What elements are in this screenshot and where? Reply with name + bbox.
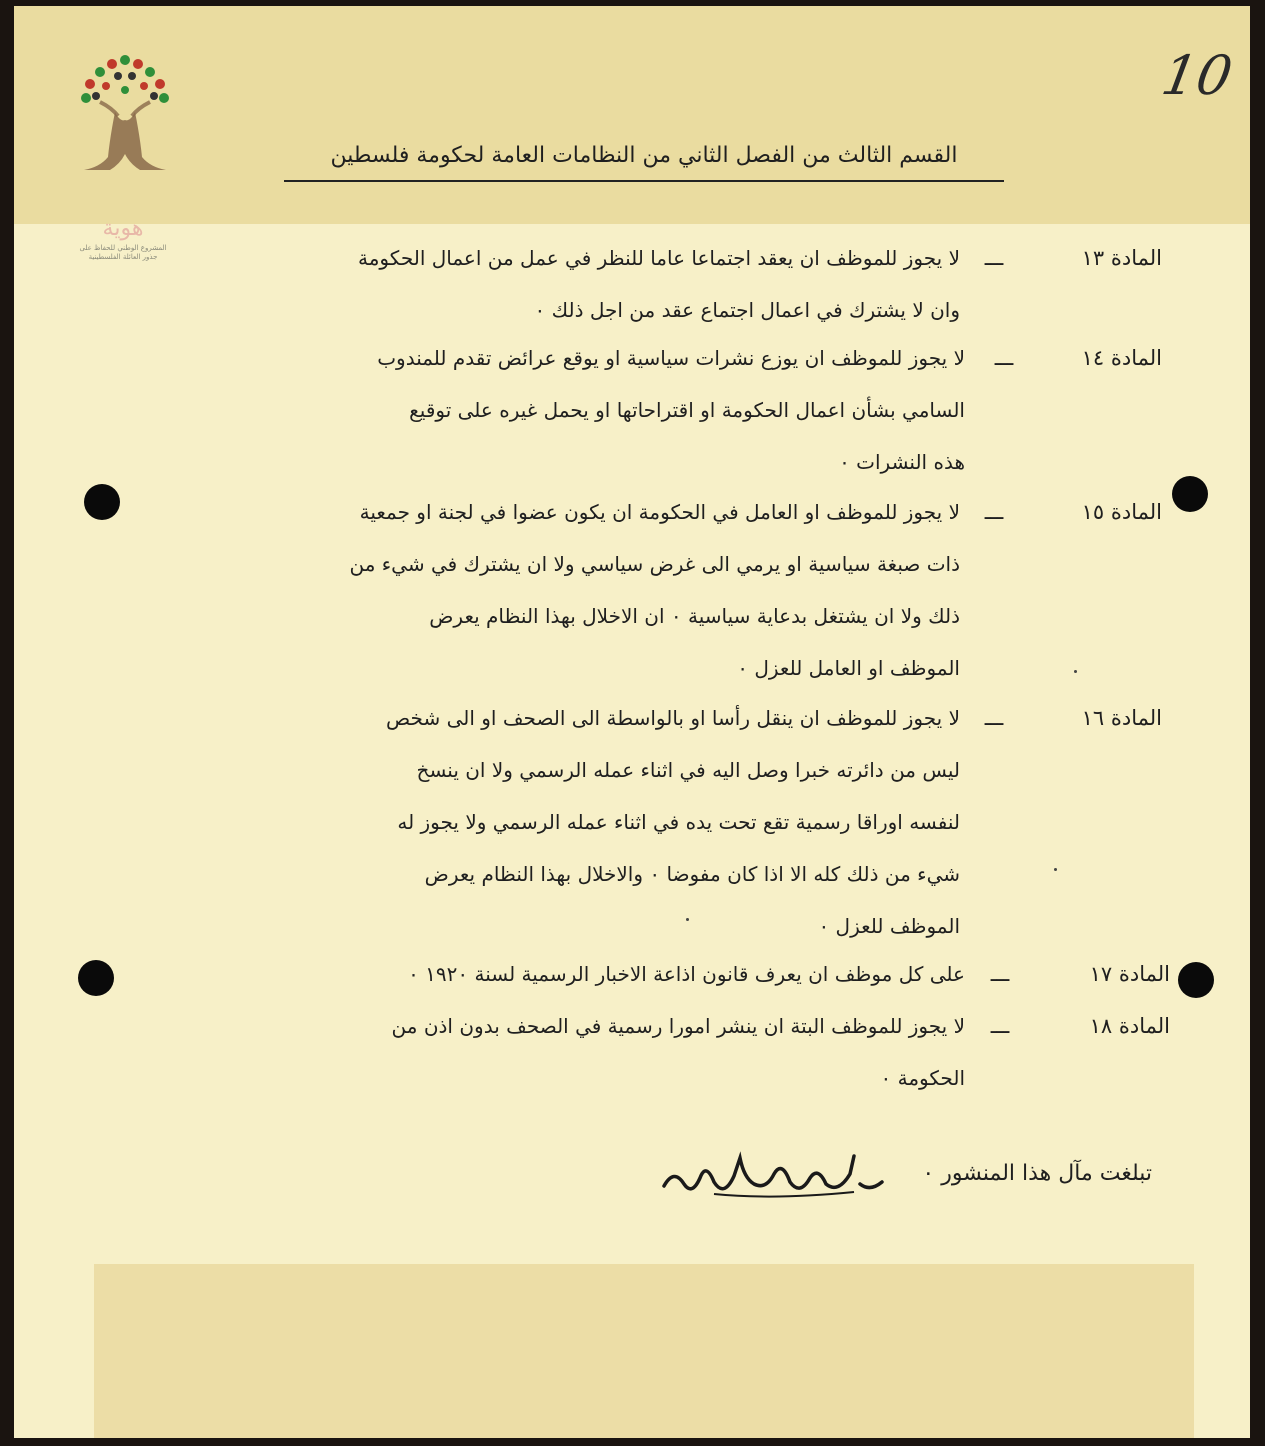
article-dash: ـــ — [984, 500, 1004, 524]
article-line: ذلك ولا ان يشتغل بدعاية سياسية ٠ ان الاخلال بهذا النظام يعرض — [429, 604, 960, 628]
article-dash: ـــ — [994, 346, 1014, 370]
article-dash: ـــ — [990, 1014, 1010, 1038]
article-label: المادة ١٤ — [1081, 346, 1162, 370]
article-label: المادة ١٦ — [1081, 706, 1162, 730]
article-line: لا يجوز للموظف ان يوزع نشرات سياسية او يوقع عرائض تقدم للمندوب — [377, 346, 965, 370]
header-band — [14, 6, 1250, 224]
article-line: الحكومة ٠ — [880, 1066, 965, 1090]
logo-caption-line-2: جذور العائلة الفلسطينية — [88, 253, 158, 261]
footer-band — [94, 1264, 1194, 1438]
article-14 — [14, 332, 1250, 488]
page-number: 10 — [1157, 44, 1237, 107]
paper-speck — [1074, 670, 1077, 673]
article-dash: ـــ — [990, 962, 1010, 986]
article-line: الموظف للعزل ٠ — [818, 914, 960, 938]
article-label: المادة ١٣ — [1081, 246, 1162, 270]
article-15 — [14, 486, 1250, 694]
article-line: ذات صبغة سياسية او يرمي الى غرض سياسي ولا ان يشترك في شيء من — [349, 552, 960, 576]
article-dash: ـــ — [984, 706, 1004, 730]
article-line: لا يجوز للموظف ان ينقل رأسا او بالواسطة الى الصحف او الى شخص — [386, 706, 960, 730]
article-16 — [14, 692, 1250, 952]
article-label: المادة ١٧ — [1089, 962, 1170, 986]
acknowledgement-line: تبلغت مآل هذا المنشور ٠ — [922, 1161, 1152, 1186]
article-line: الموظف او العامل للعزل ٠ — [737, 656, 960, 680]
punch-hole — [1178, 962, 1214, 998]
article-line: لا يجوز للموظف او العامل في الحكومة ان يكون عضوا في لجنة او جمعية — [359, 500, 960, 524]
article-18 — [14, 1000, 1250, 1104]
punch-hole — [1172, 476, 1208, 512]
article-line: وان لا يشترك في اعمال اجتماع عقد من اجل ذلك ٠ — [534, 298, 960, 322]
handwritten-signature — [654, 1138, 894, 1208]
logo-caption-line-1: المشروع الوطني للحفاظ على — [79, 244, 167, 252]
article-line: على كل موظف ان يعرف قانون اذاعة الاخبار الرسمية لسنة ١٩٢٠ ٠ — [408, 962, 965, 986]
article-line: لا يجوز للموظف ان يعقد اجتماعا عاما للنظر في عمل من اعمال الحكومة — [358, 246, 960, 270]
article-label: المادة ١٨ — [1089, 1014, 1170, 1038]
paper-speck — [686, 918, 689, 921]
article-line: شيء من ذلك كله الا اذا كان مفوضا ٠ والاخلال بهذا النظام يعرض — [424, 862, 960, 886]
punch-hole — [84, 484, 120, 520]
article-line: السامي بشأن اعمال الحكومة او اقتراحاتها او يحمل غيره على توقيع — [409, 398, 965, 422]
page-title: القسم الثالث من الفصل الثاني من النظامات العامة لحكومة فلسطين — [284, 136, 1004, 182]
paper-speck — [1054, 868, 1057, 871]
article-line: لا يجوز للموظف البتة ان ينشر امورا رسمية في الصحف بدون اذن من — [391, 1014, 965, 1038]
article-13 — [14, 232, 1250, 336]
article-line: لنفسه اوراقا رسمية تقع تحت يده في اثناء عمله الرسمي ولا يجوز له — [397, 810, 960, 834]
article-line: ليس من دائرته خبرا وصل اليه في اثناء عمله الرسمي ولا ان ينسخ — [416, 758, 960, 782]
logo-name: هوية — [102, 216, 144, 241]
article-dash: ـــ — [984, 246, 1004, 270]
article-label: المادة ١٥ — [1081, 500, 1162, 524]
punch-hole — [78, 960, 114, 996]
article-line: هذه النشرات ٠ — [839, 450, 965, 474]
article-17 — [14, 948, 1250, 1000]
document-page — [14, 6, 1250, 1438]
tree-logo-icon — [60, 42, 190, 242]
